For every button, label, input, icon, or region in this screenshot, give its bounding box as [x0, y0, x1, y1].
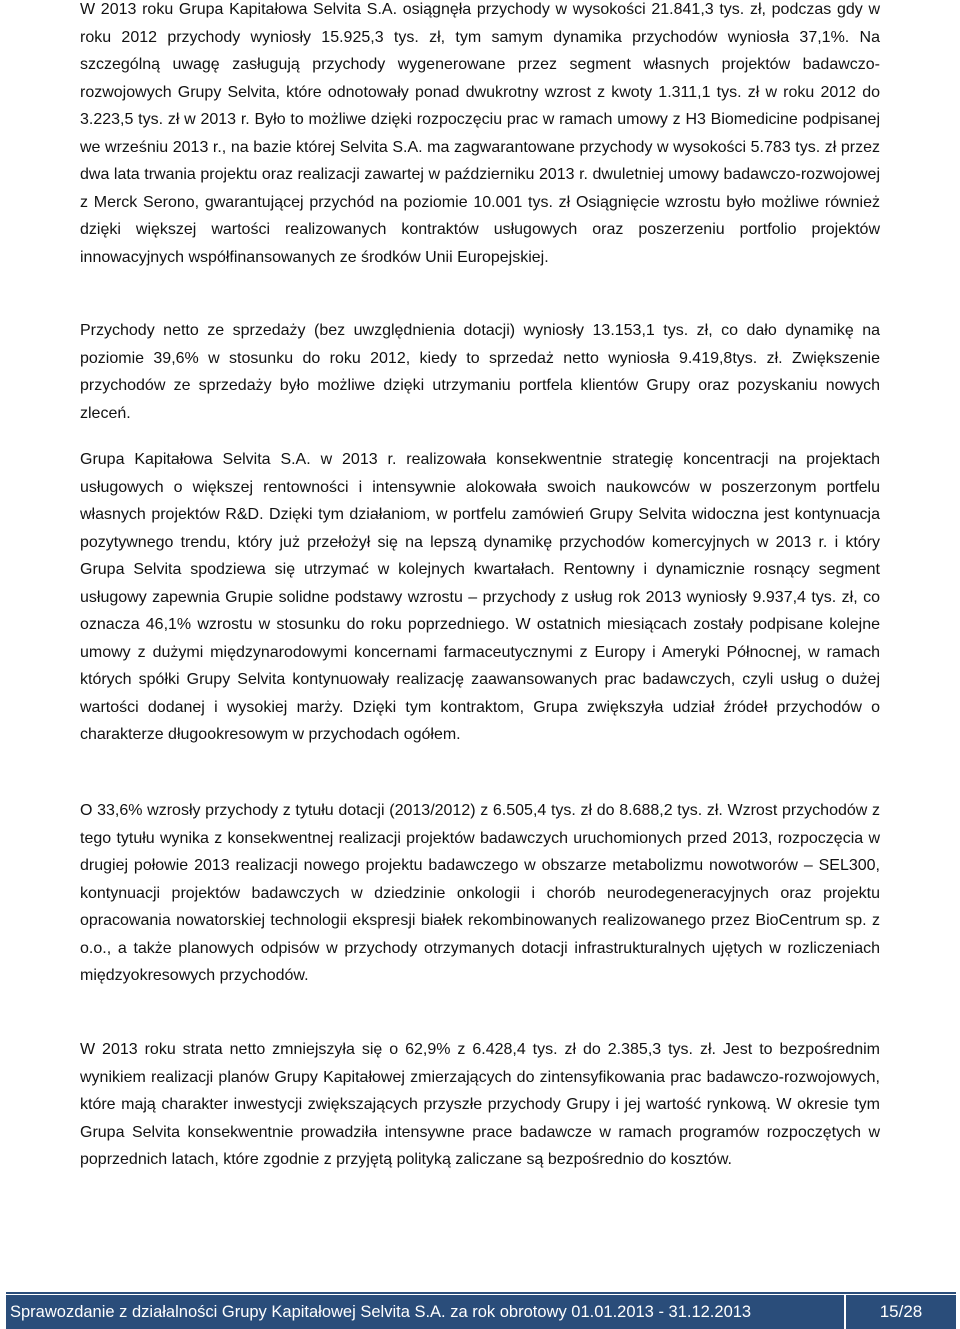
paragraph-revenue-2013: W 2013 roku Grupa Kapitałowa Selvita S.A. osiągnęła przychody w wysokości 21.841,3 tys. zł, podczas gdy w roku 2012 przychody wyniosły 15.925,3 tys. zł, tym samym dynamika przychodów wyniosła 37,1%. Na szczególną uwagę zasługują przychody wygenerowane przez segment własnych projektów badawczo-rozwojowych Grupy Selvita, które odnotowały ponad dwukrotny wzrost z kwoty 1.311,1 tys. zł w roku 2012 do 3.223,5 tys. zł w 2013 r. Było to możliwe dzięki rozpoczęciu prac w ramach umowy z H3 Biomedicine podpisanej we wrześniu 2013 r., na bazie której Selvita S.A. ma zagwarantowane przychody w wysokości 5.783 tys. zł przez dwa lata trwania projektu oraz realizacji zawartej w październiku 2013 r. dwuletniej umowy badawczo-rozwojowej z Merck Serono, gwarantującej przychód na poziomie 10.001 tys. zł Osiągnięcie wzrostu było możliwe również dzięki większej wartości realizowanych kontraktów usługowych oraz poszerzeniu portfolio projektów innowacyjnych współfinansowanych ze środków Unii Europejskiej.	[80, 1, 880, 266]
paragraph-net-sales: Przychody netto ze sprzedaży (bez uwzględnienia dotacji) wyniosły 13.153,1 tys. zł, co dało dynamikę na poziomie 39,6% w stosunku do roku 2012, kiedy to sprzedaż netto wyniosła 9.419,8tys. zł. Zwiększenie przychodów ze sprzedaży było możliwe dzięki utrzymaniu portfela klientów Grupy oraz pozyskaniu nowych zleceń.	[80, 322, 880, 422]
footer-divider	[6, 1292, 956, 1294]
footer-report-title: Sprawozdanie z działalności Grupy Kapitałowej Selvita S.A. za rok obrotowy 01.01.2013 - 31.12.2013	[6, 1295, 844, 1329]
paragraph-strategy: Grupa Kapitałowa Selvita S.A. w 2013 r. realizowała konsekwentnie strategię koncentracji na projektach usługowych o większej rentowności i intensywnie alokowała swoich naukowców w poszerzonym portfelu własnych projektów R&D. Dzięki tym działaniom, w portfelu zamówień Grupy Selvita widoczna jest kontynuacja pozytywnego trendu, który już przełożył się na lepszą dynamikę przychodów komercyjnych w 2013 r. i który Grupa Selvita spodziewa się utrzymać w kolejnych kwartałach. Rentowny i dynamicznie rosnący segment usługowy zapewnia Grupie solidne podstawy wzrostu – przychody z usług rok 2013 wyniosły 9.937,4 tys. zł, co oznacza 46,1% wzrostu w stosunku do roku poprzedniego. W ostatnich miesiącach zostały podpisane kolejne umowy z dużymi międzynarodowymi koncernami farmaceutycznymi z Europy i Ameryki Północnej, w ramach których spółki Grupy Selvita kontynuowały realizację zaawansowanych prac badawczych, czyli usług o dużej wartości dodanej i wysokiej marży. Dzięki tym kontraktom, Grupa zwiększyła udział źródeł przychodów o charakterze długookresowym w przychodach ogółem.	[80, 451, 880, 743]
paragraph-net-loss: W 2013 roku strata netto zmniejszyła się o 62,9% z 6.428,4 tys. zł do 2.385,3 tys. zł. Jest to bezpośrednim wynikiem realizacji planów Grupy Kapitałowej zmierzających do zintensyfikowania prac badawczo-rozwojowych, które mają charakter inwestycji zwiększających przyszłe przychody Grupy i jej wartość rynkową. W okresie tym Grupa Selvita konsekwentnie prowadziła intensywne prace badawcze w ramach programów rozpoczętych w poprzednich latach, które zgodnie z przyjętą polityką zaliczane są bezpośrednio do kosztów.	[80, 1041, 880, 1168]
footer-page-number: 15/28	[846, 1295, 956, 1329]
page-footer	[0, 1287, 960, 1329]
paragraph-grants: O 33,6% wzrosły przychody z tytułu dotacji (2013/2012) z 6.505,4 tys. zł do 8.688,2 tys. zł. Wzrost przychodów z tego tytułu wynika z konsekwentnej realizacji projektów badawczych uruchomionych przed 2013, rozpoczęcia w drugiej połowie 2013 realizacji nowego projektu badawczego w obszarze metabolizmu nowotworów – SEL300, kontynuacji projektów badawczych w dziedzinie onkologii i chorób neurodegeneracyjnych oraz projektu opracowania nowatorskiej technologii ekspresji białek rekombinowanych realizowanego przez BioCentrum sp. z o.o., a także planowych odpisów w przychody otrzymanych dotacji infrastrukturalnych ujętych w rozliczeniach międzyokresowych przychodów.	[80, 802, 880, 984]
